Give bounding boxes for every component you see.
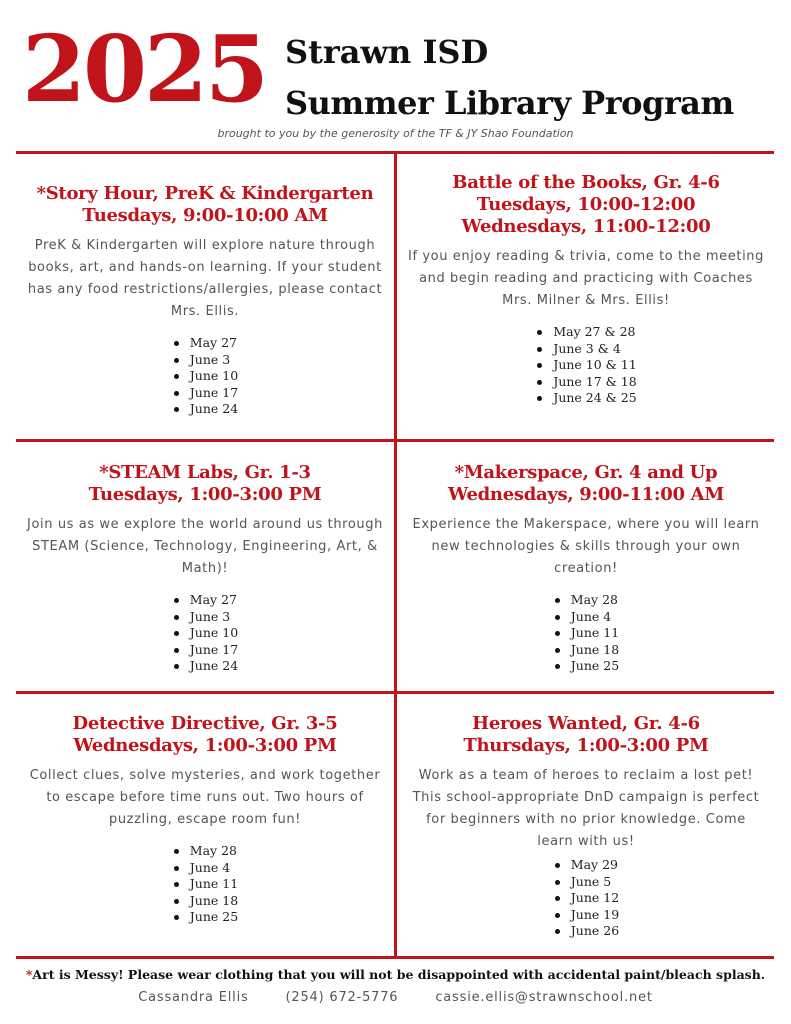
session-schedule: Wednesdays, 1:00-3:00 PM <box>73 735 337 756</box>
date-item: June 3 & 4 <box>535 341 636 358</box>
session-steam-labs <box>16 462 394 675</box>
date-item: June 10 <box>172 368 238 385</box>
date-item: June 4 <box>553 609 619 626</box>
session-description: Work as a team of heroes to reclaim a lost pet! This school-appropriate DnD campaign is perfect for beginners with no prior knowledge. Come learn with us! <box>412 768 760 849</box>
session-schedule: Thursdays, 1:00-3:00 PM <box>463 735 709 756</box>
date-item: June 17 <box>172 642 238 659</box>
date-item: June 17 <box>172 385 238 402</box>
session-description: PreK & Kindergarten will explore nature through books, art, and hands-on learning. If your student has any food restrictions/allergies, please contact Mrs. Ellis. <box>27 238 383 319</box>
date-item: June 5 <box>553 874 619 891</box>
year-title: 2025 <box>22 15 267 123</box>
session-title: Battle of the Books, Gr. 4-6 <box>452 172 720 193</box>
date-item: June 3 <box>172 352 238 369</box>
session-dates <box>553 592 619 675</box>
session-story-hour <box>16 183 394 418</box>
session-detective-directive <box>16 713 394 926</box>
program-title-line-2: Summer Library Program <box>285 84 734 122</box>
session-description: Experience the Makerspace, where you will learn new technologies & skills through your own creation! <box>412 517 760 576</box>
date-item: May 27 <box>172 335 238 352</box>
session-schedule: Tuesdays, 9:00-10:00 AM <box>82 205 328 226</box>
contact-line <box>0 990 791 1005</box>
contact-phone: (254) 672-5776 <box>285 990 399 1005</box>
session-makerspace <box>397 462 775 675</box>
session-dates <box>172 843 238 926</box>
session-description: Collect clues, solve mysteries, and work together to escape before time runs out. Two hours of puzzling, escape room fun! <box>29 768 381 827</box>
date-item: June 10 & 11 <box>535 357 636 374</box>
date-item: May 28 <box>553 592 619 609</box>
date-item: May 29 <box>553 857 619 874</box>
session-schedule: Tuesdays, 10:00-12:00 <box>476 194 696 215</box>
date-item: June 25 <box>172 909 238 926</box>
date-item: June 18 <box>172 893 238 910</box>
date-item: June 24 <box>172 658 238 675</box>
date-item: June 3 <box>172 609 238 626</box>
date-item: June 4 <box>172 860 238 877</box>
date-item: June 11 <box>553 625 619 642</box>
session-title: Heroes Wanted, Gr. 4-6 <box>472 713 700 734</box>
date-item: June 24 <box>172 401 238 418</box>
date-item: June 24 & 25 <box>535 390 636 407</box>
session-title: *STEAM Labs, Gr. 1-3 <box>99 462 311 483</box>
note-star: * <box>25 967 33 982</box>
date-item: June 10 <box>172 625 238 642</box>
session-battle-of-the-books <box>397 172 775 407</box>
session-dates <box>553 857 619 940</box>
session-dates <box>535 324 636 407</box>
date-item: June 12 <box>553 890 619 907</box>
date-item: May 27 <box>172 592 238 609</box>
session-heroes-wanted <box>397 713 775 940</box>
contact-name: Cassandra Ellis <box>138 990 249 1005</box>
date-item: June 19 <box>553 907 619 924</box>
session-dates <box>172 592 238 675</box>
contact-email: cassie.ellis@strawnschool.net <box>435 990 653 1005</box>
date-item: June 17 & 18 <box>535 374 636 391</box>
art-note <box>0 967 791 982</box>
date-item: June 25 <box>553 658 619 675</box>
date-item: June 11 <box>172 876 238 893</box>
session-description: Join us as we explore the world around us through STEAM (Science, Technology, Engineering, Art, & Math)! <box>27 517 383 576</box>
session-dates <box>172 335 238 418</box>
session-description: If you enjoy reading & trivia, come to the meeting and begin reading and practicing with Coaches Mrs. Milner & Mrs. Ellis! <box>408 249 764 308</box>
date-item: June 26 <box>553 923 619 940</box>
sponsor-credit: brought to you by the generosity of the TF & JY Shao Foundation <box>217 127 574 140</box>
session-schedule: Tuesdays, 1:00-3:00 PM <box>88 484 322 505</box>
program-title-line-1: Strawn ISD <box>285 33 489 71</box>
session-schedule: Wednesdays, 9:00-11:00 AM <box>448 484 724 505</box>
session-title: Detective Directive, Gr. 3-5 <box>72 713 338 734</box>
session-schedule: Wednesdays, 11:00-12:00 <box>461 216 711 237</box>
date-item: June 18 <box>553 642 619 659</box>
note-text: Art is Messy! Please wear clothing that you will not be disappointed with accidental paint/bleach splash. <box>32 967 766 982</box>
session-title: *Makerspace, Gr. 4 and Up <box>454 462 718 483</box>
date-item: May 28 <box>172 843 238 860</box>
session-title: *Story Hour, PreK & Kindergarten <box>36 183 374 204</box>
date-item: May 27 & 28 <box>535 324 636 341</box>
